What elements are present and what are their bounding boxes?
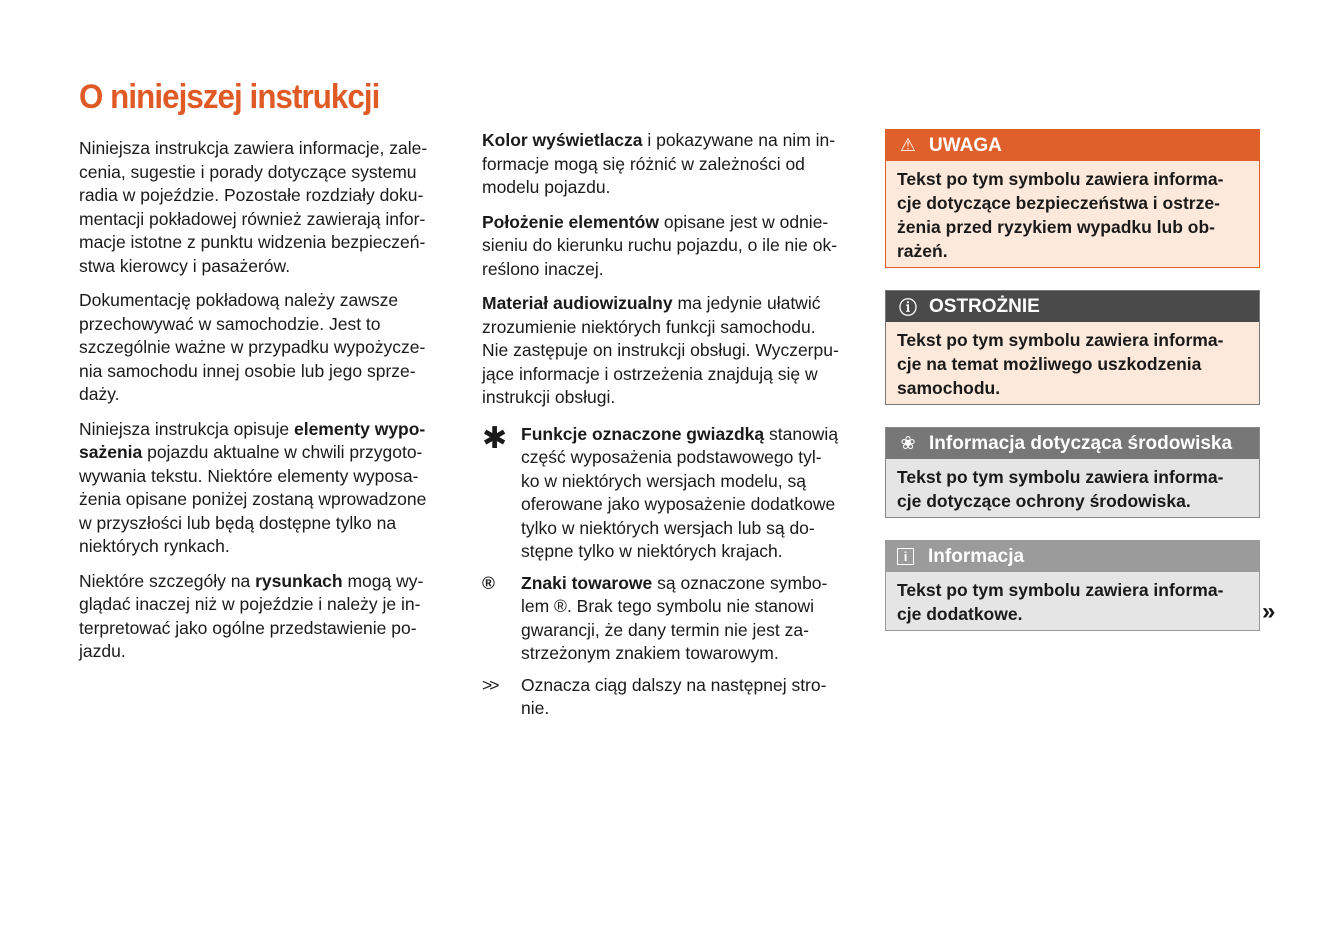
paragraph	[482, 129, 862, 200]
notice-box	[885, 290, 1260, 405]
text-segment: ko w niektórych wersjach modelu, są	[521, 470, 806, 491]
paragraph	[482, 292, 862, 410]
notice-heading: OSTROŻNIE	[929, 295, 1040, 317]
legend-item-registered	[482, 572, 862, 666]
text-line	[521, 540, 862, 564]
bold-term: rysunkach	[255, 570, 343, 591]
paragraph	[79, 570, 459, 664]
text-line	[482, 363, 862, 387]
bold-term: elementy wypo-	[293, 418, 426, 439]
text-segment: są oznaczone symbo-	[652, 572, 828, 593]
notice-body	[886, 459, 1259, 517]
text-line	[521, 642, 862, 666]
paragraph	[79, 137, 459, 278]
notice-heading: Informacja dotycząca środowiska	[929, 432, 1233, 454]
text-segment: modelu pojazdu.	[482, 177, 611, 197]
registered-icon: ®	[482, 572, 495, 593]
text-line: cje dotyczące bezpieczeństwa i ostrze-	[897, 193, 1220, 213]
text-segment: reślono inaczej.	[482, 258, 604, 279]
text-segment: Oznacza ciąg dalszy na następnej stro-	[521, 674, 827, 695]
text-line	[521, 595, 862, 619]
text-segment: w przyszłości lub będą dostępne tylko na	[79, 512, 397, 533]
page-title: O niniejszej instrukcji	[79, 78, 380, 116]
notice-heading: Informacja	[928, 545, 1025, 567]
text-line	[521, 572, 862, 596]
text-segment: mentacji pokładowej również zawierają infor-	[79, 208, 426, 229]
text-segment: pojazdu aktualne w chwili przygoto-	[142, 442, 423, 462]
text-segment: instrukcji obsługi.	[482, 387, 616, 407]
text-segment: i pokazywane na nim in-	[642, 130, 836, 150]
text-line	[79, 570, 459, 594]
asterisk-icon: ✱	[482, 421, 508, 455]
text-line	[482, 176, 862, 200]
bold-term: sażenia	[79, 442, 143, 462]
text-segment: stwa kierowcy i pasażerów.	[79, 255, 291, 276]
text-segment: Dokumentację pokładową należy zawsze	[79, 290, 399, 310]
text-segment: glądać inaczej niż w pojeździe i należy je in-	[79, 594, 421, 614]
notice-header	[886, 428, 1259, 459]
text-line	[79, 208, 459, 232]
notice-heading: UWAGA	[929, 134, 1002, 156]
notice-box	[885, 540, 1260, 631]
notice-box	[885, 129, 1260, 268]
text-line: żenia przed ryzykiem wypadku lub ob-	[897, 217, 1215, 237]
text-segment: gwarancji, że dany termin nie jest za-	[521, 619, 809, 640]
text-line	[79, 313, 459, 337]
text-line	[79, 336, 459, 360]
text-line: rażeń.	[897, 241, 948, 261]
notice-body	[886, 572, 1259, 630]
text-line	[79, 488, 459, 512]
text-segment: radia w pojeździe. Pozostałe rozdziały doku-	[79, 185, 424, 205]
info-square-icon: i	[897, 548, 914, 565]
text-line: samochodu.	[897, 378, 1001, 398]
legend-item-continued	[482, 674, 862, 721]
text-segment: zrozumienie niektórych funkcji samochodu.	[482, 316, 816, 337]
text-segment: wywania tekstu. Niektóre elementy wyposa-	[79, 465, 419, 486]
bold-term: Funkcje oznaczone gwiazdką	[521, 423, 765, 444]
text-line: Tekst po tym symbolu zawiera informa-	[897, 169, 1224, 189]
text-line	[79, 231, 459, 255]
warning-triangle-icon: ⚠	[899, 135, 917, 155]
text-segment: strzeżonym znakiem towarowym.	[521, 643, 779, 663]
paragraph	[79, 418, 459, 559]
text-line	[79, 255, 459, 279]
notice-header	[886, 291, 1259, 322]
text-line: cje dodatkowe.	[897, 604, 1023, 624]
text-line	[79, 137, 459, 161]
text-line	[79, 465, 459, 489]
text-line	[79, 593, 459, 617]
text-segment: daży.	[79, 384, 120, 404]
text-line	[79, 617, 459, 641]
text-segment: formacje mogą się różnić w zależności od	[482, 153, 805, 174]
bold-term: Znaki towarowe	[521, 572, 653, 593]
text-line	[482, 234, 862, 258]
flower-environment-icon: ❀	[900, 433, 916, 453]
text-line	[79, 535, 459, 559]
text-line	[79, 289, 459, 313]
text-segment: niektórych rynkach.	[79, 536, 230, 556]
text-line	[79, 161, 459, 185]
text-line	[521, 674, 862, 698]
paragraph	[79, 289, 459, 407]
text-segment: cenia, sugestie i porady dotyczące systemu	[79, 161, 417, 182]
text-line: Tekst po tym symbolu zawiera informa-	[897, 580, 1224, 600]
text-line	[521, 493, 862, 517]
text-segment: Niniejsza instrukcja zawiera informacje, zale-	[79, 138, 428, 158]
continued-mark: »	[1262, 598, 1276, 625]
column-1	[79, 137, 459, 675]
text-line	[521, 619, 862, 643]
text-segment: terpretować jako ogólne przedstawienie po-	[79, 617, 417, 638]
bold-term: Kolor wyświetlacza	[482, 130, 643, 150]
text-segment: mogą wy-	[342, 570, 424, 591]
text-segment: lem ®. Brak tego symbolu nie stanowi	[521, 596, 815, 616]
text-line	[79, 512, 459, 536]
text-segment: sieniu do kierunku ruchu pojazdu, o ile nie ok-	[482, 235, 838, 255]
text-line	[79, 418, 459, 442]
text-line	[482, 129, 862, 153]
text-segment: tylko w niektórych wersjach lub są do-	[521, 517, 815, 538]
text-line	[482, 386, 862, 410]
text-segment: nia samochodu innej osobie lub jego sprze-	[79, 360, 416, 381]
text-line	[482, 292, 862, 316]
text-segment: jące informacje i ostrzeżenia znajdują się w	[482, 363, 818, 384]
caution-circle-icon: ⓘ	[899, 297, 917, 318]
text-segment: macje istotne z punktu widzenia bezpieczeń-	[79, 232, 426, 252]
notice-body	[886, 161, 1259, 267]
text-line	[79, 360, 459, 384]
text-segment: jazdu.	[79, 641, 126, 661]
text-segment: szczególnie ważne w przypadku wypożycze-	[79, 337, 426, 357]
notice-header	[886, 541, 1259, 572]
bold-term: Materiał audiowizualny	[482, 293, 673, 313]
text-segment: Niektóre szczegóły na	[79, 570, 256, 591]
text-line	[521, 470, 862, 494]
text-segment: nie.	[521, 698, 550, 718]
text-segment: opisane jest w odnie-	[658, 211, 829, 232]
text-segment: przechowywać w samochodzie. Jest to	[79, 313, 381, 334]
text-line	[79, 383, 459, 407]
text-segment: ma jedynie ułatwić	[672, 293, 821, 313]
text-line	[79, 441, 459, 465]
text-line: cje dotyczące ochrony środowiska.	[897, 491, 1191, 511]
text-line	[482, 316, 862, 340]
paragraph	[482, 211, 862, 282]
continued-icon: >>	[482, 674, 497, 695]
text-line	[79, 640, 459, 664]
text-line	[79, 184, 459, 208]
text-line	[521, 446, 862, 470]
bold-term: Położenie elementów	[482, 211, 659, 232]
text-segment: stanowią	[764, 423, 839, 444]
text-segment: część wyposażenia podstawowego tyl-	[521, 447, 822, 467]
text-line: cje na temat możliwego uszkodzenia	[897, 354, 1202, 374]
text-line	[482, 339, 862, 363]
legend-item-asterisk	[482, 423, 862, 564]
text-segment: Niniejsza instrukcja opisuje	[79, 418, 294, 439]
notice-header	[886, 130, 1259, 161]
text-line: Tekst po tym symbolu zawiera informa-	[897, 330, 1224, 350]
notice-box	[885, 427, 1260, 518]
text-line	[521, 517, 862, 541]
text-line	[521, 697, 862, 721]
text-line	[521, 423, 862, 447]
text-line: Tekst po tym symbolu zawiera informa-	[897, 467, 1224, 487]
column-2	[482, 129, 862, 729]
text-segment: oferowane jako wyposażenie dodatkowe	[521, 494, 836, 514]
text-line	[482, 153, 862, 177]
text-segment: żenia opisane poniżej zostaną wprowadzone	[79, 489, 427, 509]
text-segment: Nie zastępuje on instrukcji obsługi. Wyczerpu-	[482, 340, 839, 360]
notice-body	[886, 322, 1259, 404]
text-segment: stępne tylko w niektórych krajach.	[521, 541, 783, 561]
text-line	[482, 211, 862, 235]
text-line	[482, 258, 862, 282]
